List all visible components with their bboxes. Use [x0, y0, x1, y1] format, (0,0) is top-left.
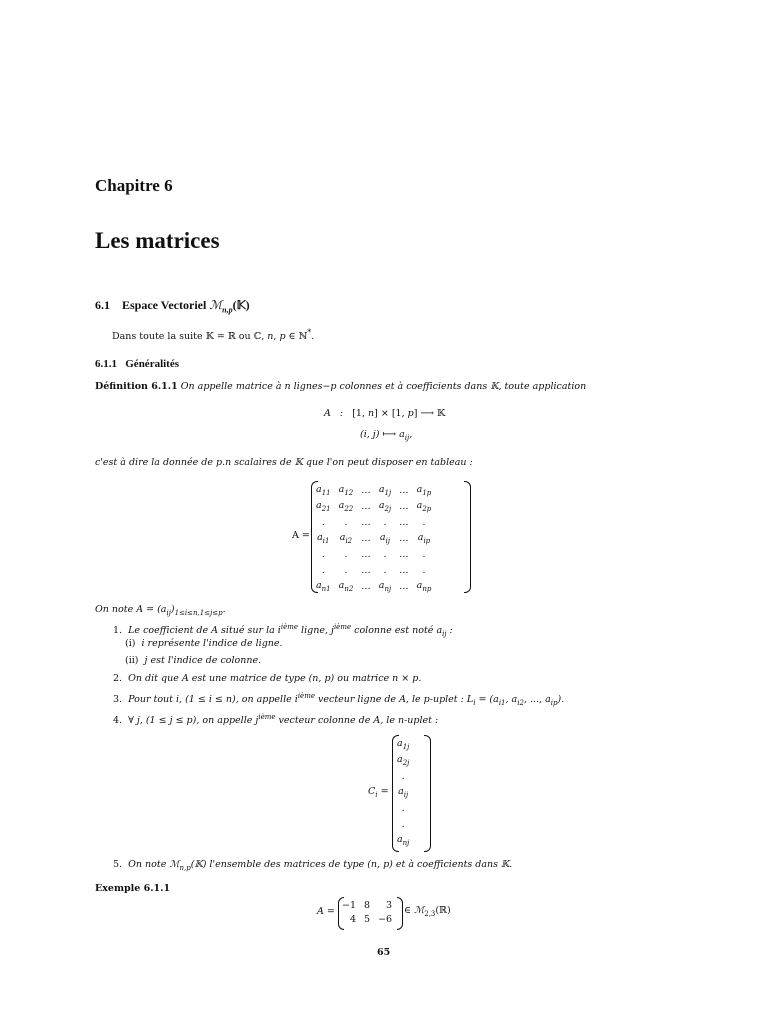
- matrix-a-cell: $a_{ip}$: [417, 531, 431, 545]
- definition: [95, 381, 586, 392]
- matrix-a-cell: …: [361, 580, 371, 592]
- matrix-a-cell: .: [321, 548, 325, 560]
- matrix-c-row: [393, 816, 413, 832]
- matrix-a-cell: $a_{2p}$: [416, 499, 432, 513]
- definition-label: Définition 6.1.1: [95, 381, 178, 392]
- matrix-a-row: [312, 498, 435, 514]
- matrix-a-row: [312, 514, 435, 530]
- matrix-a-row: [312, 578, 435, 594]
- matrix-a: [312, 482, 435, 594]
- matrix-a-cell: .: [422, 564, 426, 576]
- example-cell: 3: [386, 899, 393, 911]
- subsection-heading: [95, 358, 179, 370]
- matrix-c-label: $C_i$ =: [368, 786, 389, 799]
- list-item-5: 5. On note ℳ$_{n,p}$(𝕂) l'ensemble des matrices de type (n, p) et à coefficients dans 𝕂.: [113, 859, 513, 872]
- list-item-1-i: (i) i représente l'indice de ligne.: [125, 638, 283, 649]
- example-row: [338, 912, 396, 926]
- matrix-c-cell: $a_{ij}$: [398, 785, 409, 799]
- matrix-c-row: [393, 768, 413, 784]
- matrix-a-cell: …: [361, 532, 371, 544]
- matrix-a-cell: $a_{11}$: [316, 483, 331, 497]
- matrix-a-cell: .: [422, 548, 426, 560]
- matrix-a-cell: $a_{n2}$: [338, 579, 354, 593]
- example-cell: 5: [364, 913, 371, 925]
- matrix-a-cell: $a_{ij}$: [379, 531, 390, 545]
- page-number: 65: [377, 947, 391, 958]
- matrix-a-cell: .: [321, 564, 325, 576]
- matrix-a-cell: .: [383, 548, 387, 560]
- matrix-a-cell: $a_{12}$: [338, 483, 354, 497]
- matrix-a-cell: .: [321, 516, 325, 528]
- matrix-a-cell: $a_{1j}$: [378, 483, 392, 497]
- chapter-title: Les matrices: [95, 228, 220, 253]
- example-matrix: [338, 898, 396, 926]
- matrix-a-cell: $a_{nj}$: [378, 579, 392, 593]
- example-rhs: ∈ ℳ$_{2,3}$(ℝ): [404, 905, 451, 918]
- matrix-c: [393, 736, 413, 848]
- example-lhs: A =: [317, 906, 335, 917]
- map-line-1: A : [1, n] × [1, p] ⟶ 𝕂: [324, 408, 446, 419]
- matrix-a-cell: …: [399, 500, 409, 512]
- matrix-a-cell: …: [399, 564, 409, 576]
- matrix-a-row: [312, 530, 435, 546]
- matrix-a-cell: …: [361, 564, 371, 576]
- matrix-a-cell: $a_{22}$: [338, 499, 354, 513]
- example-row: [338, 898, 396, 912]
- matrix-a-cell: .: [344, 516, 348, 528]
- matrix-a-cell: $a_{i1}$: [317, 531, 330, 545]
- matrix-a-row: [312, 482, 435, 498]
- list-item-3: 3. Pour tout i, (1 ≤ i ≤ n), on appelle $i^{ième}$ vecteur ligne de A, le p-uplet : $L_i = (a_{i1}$, $a_{i2}$, ..., $a_{ip}$).: [113, 692, 565, 708]
- example-label: Exemple 6.1.1: [95, 883, 171, 894]
- matrix-c-cell: .: [401, 802, 405, 814]
- subsection-number: 6.1.1: [95, 358, 117, 370]
- matrix-c-row: [393, 752, 413, 768]
- matrix-c-cell: $a_{nj}$: [397, 833, 410, 847]
- matrix-a-cell: $a_{np}$: [416, 579, 432, 593]
- matrix-c-cell: .: [401, 770, 405, 782]
- section-title: Espace Vectoriel ℳ$_{n,p}$(𝕂): [122, 298, 250, 315]
- matrix-a-cell: $a_{i2}$: [339, 531, 353, 545]
- example-cell: −1: [342, 899, 357, 911]
- matrix-a-cell: …: [399, 548, 409, 560]
- matrix-a-cell: $a_{n1}$: [316, 579, 331, 593]
- matrix-c-row: [393, 832, 413, 848]
- matrix-a-cell: …: [361, 484, 371, 496]
- chapter-label: Chapitre 6: [95, 176, 173, 195]
- example-cell: 8: [364, 899, 371, 911]
- matrix-a-cell: …: [361, 516, 371, 528]
- matrix-a-cell: .: [383, 564, 387, 576]
- definition-text: On appelle matrice à n lignes−p colonnes et à coefficients dans 𝕂, toute application: [180, 381, 587, 392]
- matrix-c-cell: $a_{2j}$: [397, 753, 410, 767]
- map-line-2: (i, j) ⟼ $a_{ij}$,: [360, 429, 413, 442]
- matrix-a-cell: .: [344, 548, 348, 560]
- list-item-2: 2. On dit que A est une matrice de type (n, p) ou matrice n × p.: [113, 673, 422, 684]
- matrix-a-cell: .: [422, 516, 426, 528]
- matrix-a-cell: …: [361, 500, 371, 512]
- section-number: 6.1: [95, 298, 110, 312]
- matrix-a-cell: …: [399, 532, 409, 544]
- matrix-c-row: [393, 736, 413, 752]
- list-item-1: 1. Le coefficient de A situé sur la $i^{ième}$ ligne, $j^{ième}$ colonne est noté $a_{ij}$ :: [113, 623, 453, 639]
- matrix-a-right-bracket: [464, 481, 471, 593]
- matrix-a-cell: $a_{21}$: [316, 499, 331, 513]
- example-cell: −6: [378, 913, 393, 925]
- matrix-a-cell: .: [383, 516, 387, 528]
- example-cell: 4: [349, 913, 357, 925]
- matrix-a-label: A =: [292, 530, 310, 541]
- list-item-1-ii: (ii) j est l'indice de colonne.: [125, 655, 262, 666]
- matrix-a-cell: $a_{1p}$: [416, 483, 432, 497]
- definition-after: c'est à dire la donnée de p.n scalaires de 𝕂 que l'on peut disposer en tableau :: [95, 457, 473, 468]
- example-right-bracket: [397, 897, 403, 930]
- matrix-a-cell: .: [344, 564, 348, 576]
- matrix-a-cell: …: [399, 484, 409, 496]
- matrix-c-row: [393, 784, 413, 800]
- note: On note $A = (a_{ij})_{1\le i\le n,1\le j\le p}$.: [95, 604, 226, 617]
- list-item-4: 4. ∀ j, (1 ≤ j ≤ p), on appelle $j^{ième}$ vecteur colonne de A, le n-uplet :: [113, 713, 439, 727]
- matrix-a-cell: …: [399, 516, 409, 528]
- matrix-a-cell: $a_{2j}$: [378, 499, 392, 513]
- subsection-title: Généralités: [125, 358, 180, 370]
- matrix-c-cell: $a_{1j}$: [397, 737, 410, 751]
- matrix-c-cell: .: [401, 818, 405, 830]
- matrix-a-cell: …: [361, 548, 371, 560]
- section-heading: [95, 298, 250, 314]
- matrix-a-row: [312, 546, 435, 562]
- matrix-a-row: [312, 562, 435, 578]
- matrix-c-row: [393, 800, 413, 816]
- section-intro: Dans toute la suite 𝕂 = ℝ ou ℂ, n, p ∈ ℕ*.: [112, 328, 315, 343]
- matrix-c-right-bracket: [424, 735, 431, 852]
- matrix-a-cell: …: [399, 580, 409, 592]
